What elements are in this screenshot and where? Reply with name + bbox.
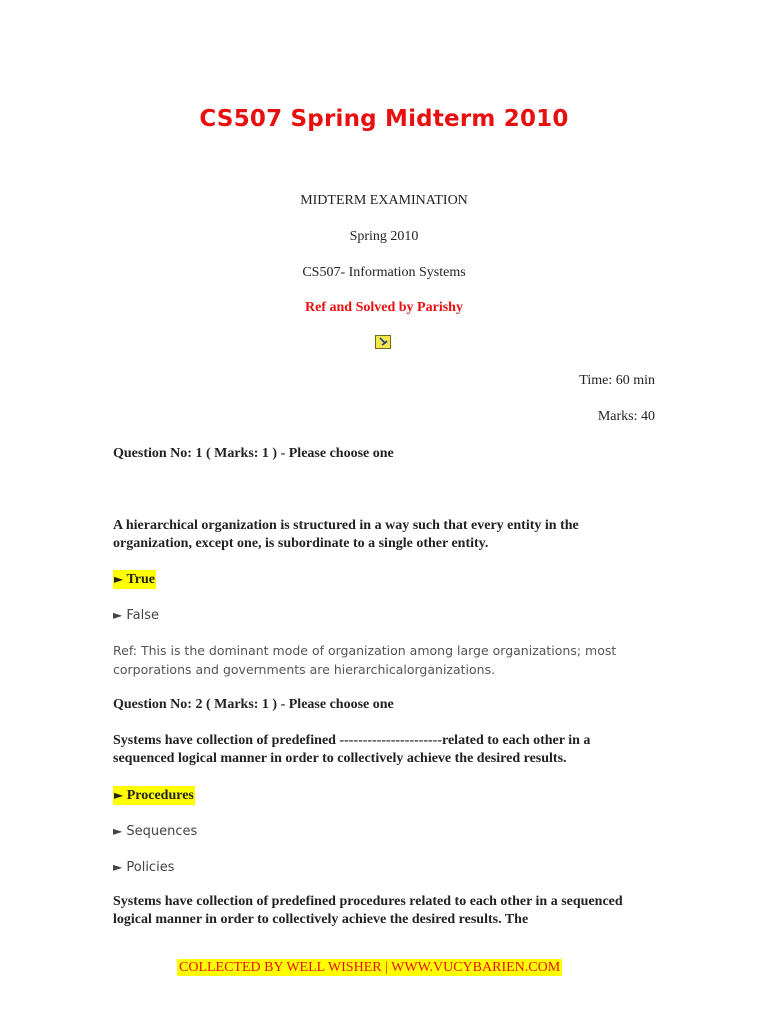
attachment-icon[interactable] — [375, 335, 391, 349]
question-1-option-true[interactable] — [113, 570, 156, 589]
option-label: Procedures — [126, 788, 194, 803]
question-2-text: Systems have collection of predefined ----------------------related to each other in a sequenced logical manner in order to collectively achieve the desired results. — [113, 733, 591, 766]
question-2-option-policies[interactable] — [113, 858, 174, 877]
question-1-text: A hierarchical organization is structured in a way such that every entity in the organization, except one, is subordinate to a single other entity. — [113, 518, 579, 551]
question-1-heading: Question No: 1 ( Marks: 1 ) - Please choose one — [113, 446, 394, 461]
option-marker-icon: ► — [113, 824, 123, 838]
option-marker-icon: ► — [114, 572, 124, 586]
question-2-option-sequences[interactable] — [113, 822, 197, 841]
question-2-option-procedures[interactable] — [113, 786, 195, 805]
option-marker-icon: ► — [114, 788, 124, 802]
question-2-explanation: Systems have collection of predefined procedures related to each other in a sequenced logical manner in order to collectively achieve the desired results. The — [113, 894, 623, 927]
page-title: CS507 Spring Midterm 2010 — [199, 106, 569, 132]
course-name: CS507- Information Systems — [302, 265, 466, 280]
exam-term: Spring 2010 — [349, 229, 419, 244]
option-label: True — [126, 572, 155, 587]
option-label: Sequences — [126, 824, 198, 839]
question-1-reference: Ref: This is the dominant mode of organization among large organizations; most corporations and governments are hierarchicalorganizations. — [113, 643, 617, 677]
option-marker-icon: ► — [113, 608, 123, 622]
question-2-heading: Question No: 2 ( Marks: 1 ) - Please choose one — [113, 697, 394, 712]
option-label: Policies — [126, 860, 175, 875]
solved-by: Ref and Solved by Parishy — [305, 300, 463, 315]
question-1-option-false[interactable] — [113, 606, 159, 625]
option-marker-icon: ► — [113, 860, 123, 874]
exam-marks: Marks: 40 — [597, 409, 655, 424]
exam-heading: MIDTERM EXAMINATION — [300, 193, 468, 208]
option-label: False — [126, 608, 160, 623]
exam-time: Time: 60 min — [579, 373, 655, 388]
footer-credit: COLLECTED BY WELL WISHER | WWW.VUCYBARIEN.COM — [179, 960, 561, 975]
